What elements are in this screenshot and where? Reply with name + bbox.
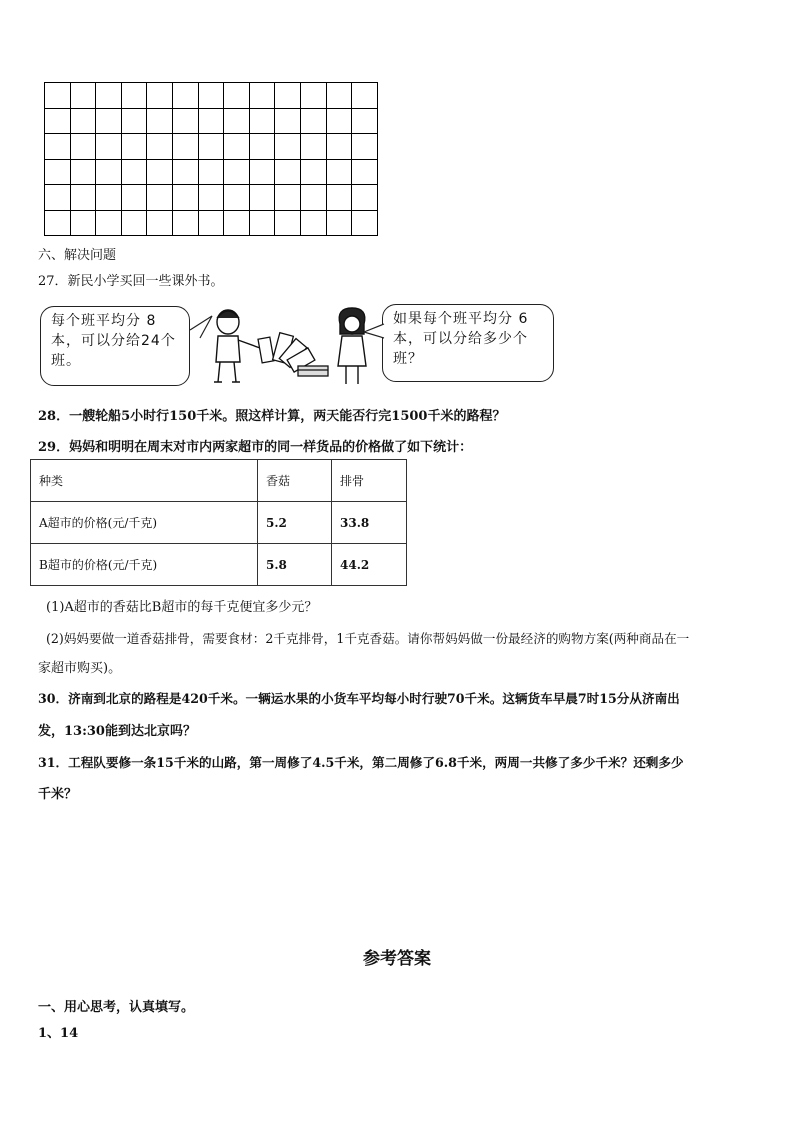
- grid-row: [45, 159, 378, 185]
- grid-cell: [224, 185, 250, 211]
- grid-cell: [224, 83, 250, 109]
- grid-cell: [121, 134, 147, 160]
- answer-section-heading: 一、用心思考，认真填写。: [38, 1000, 195, 1015]
- grid-cell: [275, 210, 301, 236]
- students-books-illustration: [186, 300, 376, 390]
- grid-row: [45, 108, 378, 134]
- grid-cell: [326, 108, 352, 134]
- grid-row: [45, 134, 378, 160]
- boy-figure: [214, 310, 260, 382]
- grid-cell: [96, 210, 122, 236]
- grid-cell: [224, 108, 250, 134]
- table-header-row: [31, 460, 407, 502]
- table-cell: 5.2: [258, 502, 332, 544]
- bubble-right-line: 本，可以分给多少个: [393, 331, 528, 347]
- grid-cell: [198, 159, 224, 185]
- grid-cell: [275, 83, 301, 109]
- table-cell: A超市的价格(元/千克): [31, 502, 258, 544]
- grid-cell: [147, 83, 173, 109]
- grid-cell: [45, 134, 71, 160]
- table-row: [31, 502, 407, 544]
- grid-cell: [45, 159, 71, 185]
- grid-cell: [249, 108, 275, 134]
- grid-cell: [224, 134, 250, 160]
- question-29: 29．妈妈和明明在周末对市内两家超市的同一样货品的价格做了如下统计：: [38, 440, 473, 455]
- grid-cell: [352, 210, 378, 236]
- grid-cell: [326, 134, 352, 160]
- grid-cell: [70, 83, 96, 109]
- grid-cell: [326, 83, 352, 109]
- question-29-part-1: (1)A超市的香菇比B超市的每千克便宜多少元？: [46, 600, 318, 615]
- grid-cell: [275, 108, 301, 134]
- section-heading: 六、解决问题: [38, 248, 117, 263]
- grid-cell: [121, 185, 147, 211]
- question-29-part-2-cont: 家超市购买)。: [38, 661, 122, 676]
- grid-cell: [172, 210, 198, 236]
- speech-bubble-right: [382, 304, 554, 382]
- grid-cell: [70, 108, 96, 134]
- grid-cell: [326, 210, 352, 236]
- grid-cell: [45, 108, 71, 134]
- grid-cell: [147, 108, 173, 134]
- grid-cell: [172, 134, 198, 160]
- table-header-cell: 种类: [31, 460, 258, 502]
- table-cell: B超市的价格(元/千克): [31, 544, 258, 586]
- grid-cell: [172, 185, 198, 211]
- grid-cell: [249, 134, 275, 160]
- grid-cell: [249, 210, 275, 236]
- grid-cell: [70, 134, 96, 160]
- question-28: 28．一艘轮船5小时行150千米。照这样计算，两天能否行完1500千米的路程？: [38, 409, 506, 424]
- grid-cell: [352, 159, 378, 185]
- grid-cell: [352, 185, 378, 211]
- girl-figure: [338, 308, 366, 384]
- question-30-cont: 发，13:30能到达北京吗？: [38, 724, 196, 739]
- grid-cell: [147, 159, 173, 185]
- grid-cell: [352, 83, 378, 109]
- grid-cell: [121, 210, 147, 236]
- grid-cell: [300, 134, 326, 160]
- bubble-left-line: 每个班平均分 8: [51, 313, 157, 329]
- grid-cell: [121, 159, 147, 185]
- grid-cell: [96, 134, 122, 160]
- table-header-cell: 排骨: [332, 460, 407, 502]
- grid-cell: [45, 210, 71, 236]
- grid-cell: [96, 185, 122, 211]
- grid-cell: [326, 185, 352, 211]
- grid-cell: [224, 159, 250, 185]
- grid-cell: [198, 185, 224, 211]
- grid-cell: [147, 134, 173, 160]
- grid-cell: [249, 185, 275, 211]
- grid-cell: [147, 185, 173, 211]
- grid-cell: [172, 108, 198, 134]
- grid-row: [45, 210, 378, 236]
- grid-cell: [172, 159, 198, 185]
- grid-row: [45, 83, 378, 109]
- square-grid: [44, 82, 378, 236]
- grid-cell: [275, 159, 301, 185]
- question-30: 30．济南到北京的路程是420千米。一辆运水果的小货车平均每小时行驶70千米。这辆货车早晨7时15分从济南出: [38, 691, 680, 706]
- question-31: 31．工程队要修一条15千米的山路，第一周修了4.5千米，第二周修了6.8千米，两周一共修了多少千米？还剩多少: [38, 755, 684, 770]
- answer-1: 1、14: [38, 1026, 79, 1041]
- grid-cell: [147, 210, 173, 236]
- answer-key-title: 参考答案: [363, 949, 431, 969]
- grid-cell: [198, 83, 224, 109]
- grid-cell: [45, 83, 71, 109]
- question-29-part-2: (2)妈妈要做一道香菇排骨，需要食材：2千克排骨，1千克香菇。请你帮妈妈做一份最经济的购物方案(两种商品在一: [46, 631, 690, 646]
- grid-cell: [96, 83, 122, 109]
- grid-cell: [45, 185, 71, 211]
- grid-cell: [198, 134, 224, 160]
- grid-cell: [275, 134, 301, 160]
- grid-cell: [70, 210, 96, 236]
- speech-bubble-left: [40, 306, 190, 386]
- grid-cell: [198, 108, 224, 134]
- grid-cell: [300, 159, 326, 185]
- table-cell: 33.8: [332, 502, 407, 544]
- grid-cell: [70, 159, 96, 185]
- bubble-right-line: 班？: [393, 351, 423, 367]
- bubble-left-line: 本，可以分给24个: [51, 333, 176, 349]
- table-row: [31, 544, 407, 586]
- bubble-right-line: 如果每个班平均分 6: [393, 311, 529, 327]
- grid-cell: [249, 83, 275, 109]
- grid-cell: [352, 108, 378, 134]
- table-cell: 44.2: [332, 544, 407, 586]
- grid-cell: [300, 185, 326, 211]
- grid-cell: [121, 108, 147, 134]
- grid-cell: [70, 185, 96, 211]
- table-header-cell: 香菇: [258, 460, 332, 502]
- grid-row: [45, 185, 378, 211]
- grid-cell: [300, 83, 326, 109]
- grid-cell: [249, 159, 275, 185]
- grid-cell: [96, 108, 122, 134]
- grid-cell: [224, 210, 250, 236]
- grid-cell: [300, 108, 326, 134]
- grid-cell: [121, 83, 147, 109]
- books-stack: [258, 333, 328, 376]
- grid-cell: [326, 159, 352, 185]
- grid-cell: [300, 210, 326, 236]
- grid-cell: [96, 159, 122, 185]
- grid-cell: [198, 210, 224, 236]
- grid-cell: [275, 185, 301, 211]
- table-cell: 5.8: [258, 544, 332, 586]
- bubble-right-tail: [362, 322, 386, 342]
- bubble-left-line: 班。: [51, 353, 81, 369]
- grid-cell: [172, 83, 198, 109]
- grid-cell: [352, 134, 378, 160]
- question-31-cont: 千米？: [38, 787, 78, 802]
- price-table: [30, 459, 407, 586]
- question-27: 27．新民小学买回一些课外书。: [38, 274, 224, 289]
